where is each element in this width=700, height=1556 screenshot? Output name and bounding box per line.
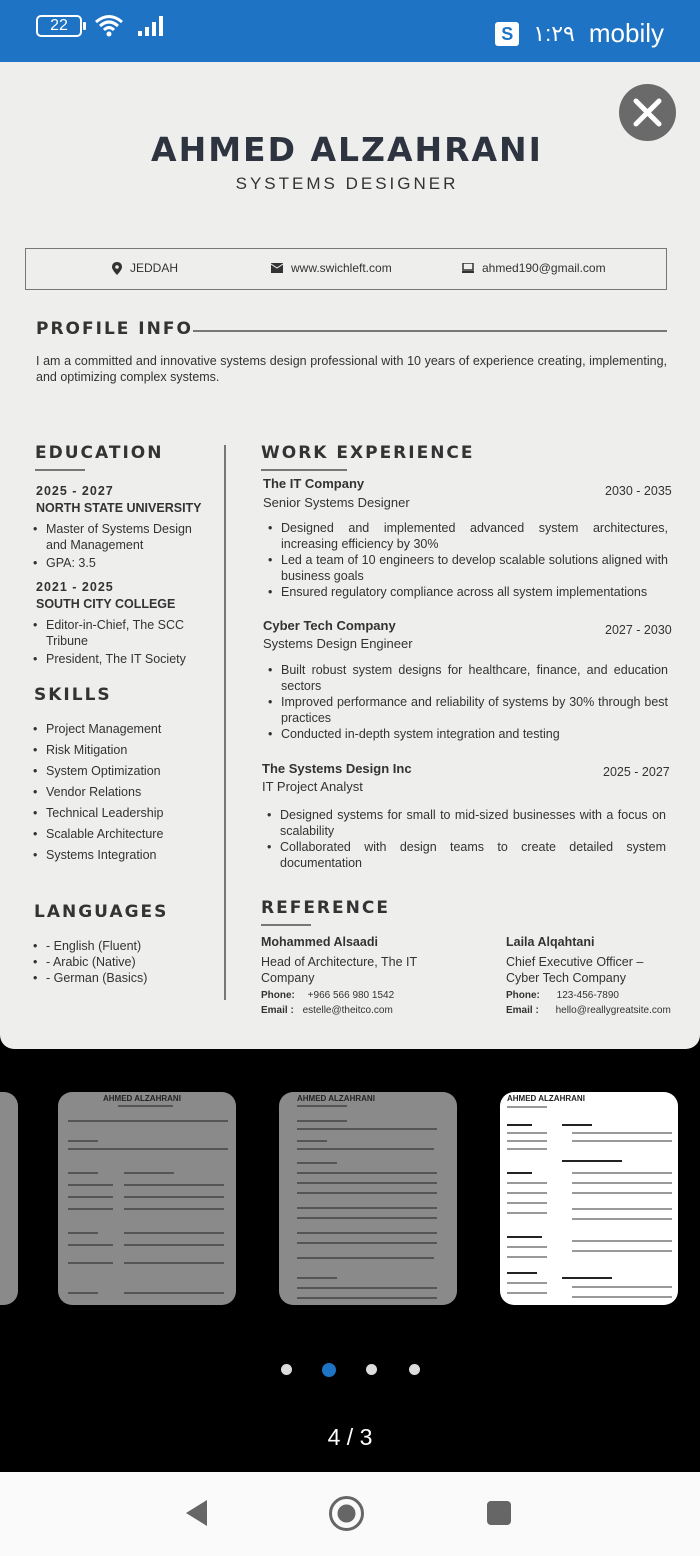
languages-list xyxy=(30,938,210,991)
list-item: • Built robust system designs for healthcare, finance, and education sectors xyxy=(265,662,668,694)
education-rule xyxy=(35,469,85,471)
job-role-1: Senior Systems Designer xyxy=(263,495,410,510)
thumbnail-partial[interactable] xyxy=(0,1092,18,1305)
column-divider xyxy=(224,445,226,1000)
location-pin-icon xyxy=(112,262,122,275)
ref-email-row-1 xyxy=(261,1003,393,1019)
skills-heading: SKILLS xyxy=(34,685,112,705)
work-heading: WORK EXPERIENCE xyxy=(261,443,475,463)
contact-bar xyxy=(25,248,667,290)
ref-position-1: Head of Architecture, The IT Company xyxy=(261,955,417,985)
thumbnail-2[interactable] xyxy=(279,1092,457,1305)
ref-name-2: Laila Alqahtani xyxy=(506,935,595,949)
profile-rule xyxy=(193,330,667,332)
thumbnail-3-selected[interactable] xyxy=(500,1092,678,1305)
image-viewer xyxy=(0,62,700,1472)
thumbnail-title: AHMED ALZAHRANI xyxy=(297,1094,375,1103)
list-item: • Master of Systems Design and Management xyxy=(30,521,210,553)
phone-label: Phone: xyxy=(506,990,540,1001)
page-indicator: 4 / 3 xyxy=(327,1424,373,1450)
job-bullets-1 xyxy=(265,520,668,605)
list-item: • Ensured regulatory compliance across all system implementations xyxy=(265,584,668,600)
reference-rule xyxy=(261,924,311,926)
app-notification-icon: S xyxy=(495,22,519,46)
laptop-icon xyxy=(462,263,474,273)
mail-icon xyxy=(271,263,283,273)
resume-title: SYSTEMS DESIGNER xyxy=(235,174,459,193)
list-item: • Improved performance and reliability of systems by 30% through best practices xyxy=(265,694,668,726)
list-item: • GPA: 3.5 xyxy=(30,555,210,571)
contact-email: ahmed190@gmail.com xyxy=(482,261,606,275)
list-item: • Designed systems for small to mid-sized businesses with a focus on scalability xyxy=(264,807,666,839)
page-dot[interactable] xyxy=(409,1364,420,1375)
edu-school-2: SOUTH CITY COLLEGE xyxy=(36,597,176,611)
page-dot[interactable] xyxy=(281,1364,292,1375)
list-item: • Systems Integration xyxy=(30,847,210,863)
signal-icon xyxy=(136,15,166,37)
battery-icon xyxy=(36,15,82,37)
email-label: Email : xyxy=(261,1005,294,1016)
education-heading: EDUCATION xyxy=(35,443,164,463)
thumbnail-title: AHMED ALZAHRANI xyxy=(103,1094,181,1103)
contact-city: JEDDAH xyxy=(130,261,179,275)
work-rule xyxy=(261,469,347,471)
list-item: • President, The IT Society xyxy=(30,651,210,667)
recent-apps-icon[interactable] xyxy=(486,1500,512,1526)
page-dot-active[interactable] xyxy=(322,1363,336,1377)
edu-list-2 xyxy=(30,617,210,672)
ref-email-row-2 xyxy=(506,1003,671,1019)
profile-text: I am a committed and innovative systems design professional with 10 years of experience creating, implementing, and optimizing complex systems. xyxy=(36,354,667,384)
contact-website: www.swichleft.com xyxy=(291,261,392,275)
list-item: • Editor-in-Chief, The SCC Tribune xyxy=(30,617,210,649)
status-bar xyxy=(0,0,700,62)
thumbnail-1[interactable] xyxy=(58,1092,236,1305)
home-icon[interactable] xyxy=(328,1495,365,1532)
profile-heading: PROFILE INFO xyxy=(36,319,193,339)
thumbnail-title: AHMED ALZAHRANI xyxy=(507,1094,585,1103)
list-item: • - Arabic (Native) xyxy=(30,954,210,970)
list-item: • - German (Basics) xyxy=(30,970,210,986)
list-item: • Led a team of 10 engineers to develop scalable solutions aligned with business goals xyxy=(265,552,668,584)
carrier-name: mobily xyxy=(588,18,664,48)
resume-name: AHMED ALZAHRANI xyxy=(151,130,543,169)
list-item: • Vendor Relations xyxy=(30,784,210,800)
job-bullets-2 xyxy=(265,662,668,747)
list-item: • Project Management xyxy=(30,721,210,737)
ref-phone-row-2 xyxy=(506,988,619,1004)
edu-school-1: NORTH STATE UNIVERSITY xyxy=(36,501,202,515)
ref-email-1: estelle@theitco.com xyxy=(302,1005,393,1016)
job-bullets-3 xyxy=(264,807,666,876)
ref-phone-row-1 xyxy=(261,988,394,1004)
list-item: • System Optimization xyxy=(30,763,210,779)
back-icon[interactable] xyxy=(183,1498,209,1528)
system-navigation-bar xyxy=(0,1472,700,1556)
job-years-3: 2025 - 2027 xyxy=(603,765,670,779)
job-years-2: 2027 - 2030 xyxy=(605,623,672,637)
edu-list-1 xyxy=(30,521,210,576)
list-item: • Collaborated with design teams to create detailed system documentation xyxy=(264,839,666,871)
list-item: • Designed and implemented advanced system architectures, increasing efficiency by 30% xyxy=(265,520,668,552)
reference-heading: REFERENCE xyxy=(261,898,390,918)
list-item: • - English (Fluent) xyxy=(30,938,210,954)
ref-position-2: Chief Executive Officer – Cyber Tech Company xyxy=(506,955,644,985)
pagination-dots xyxy=(0,1364,700,1378)
ref-name-1: Mohammed Alsaadi xyxy=(261,935,378,949)
job-years-1: 2030 - 2035 xyxy=(605,484,672,498)
resume-preview[interactable] xyxy=(0,62,700,1049)
list-item: • Risk Mitigation xyxy=(30,742,210,758)
job-company-2: Cyber Tech Company xyxy=(263,618,396,633)
phone-label: Phone: xyxy=(261,990,295,1001)
edu-years-1: 2025 - 2027 xyxy=(36,484,114,498)
job-role-2: Systems Design Engineer xyxy=(263,636,413,651)
clock: ١:٢٩ xyxy=(533,20,575,46)
skills-list xyxy=(30,721,210,868)
job-role-3: IT Project Analyst xyxy=(262,779,363,794)
list-item: • Technical Leadership xyxy=(30,805,210,821)
wifi-icon xyxy=(94,14,124,38)
languages-heading: LANGUAGES xyxy=(34,902,169,922)
ref-phone-2: 123-456-7890 xyxy=(556,990,619,1001)
edu-years-2: 2021 - 2025 xyxy=(36,580,114,594)
list-item: • Scalable Architecture xyxy=(30,826,210,842)
email-label: Email : xyxy=(506,1005,539,1016)
job-company-3: The Systems Design Inc xyxy=(262,761,412,776)
ref-phone-1: +966 566 980 1542 xyxy=(307,990,395,1001)
list-item: • Conducted in-depth system integration and testing xyxy=(265,726,668,742)
page-dot[interactable] xyxy=(366,1364,377,1375)
ref-email-2: hello@reallygreatsite.com xyxy=(555,1005,671,1016)
job-company-1: The IT Company xyxy=(263,476,365,491)
battery-level: 22 xyxy=(50,17,68,34)
